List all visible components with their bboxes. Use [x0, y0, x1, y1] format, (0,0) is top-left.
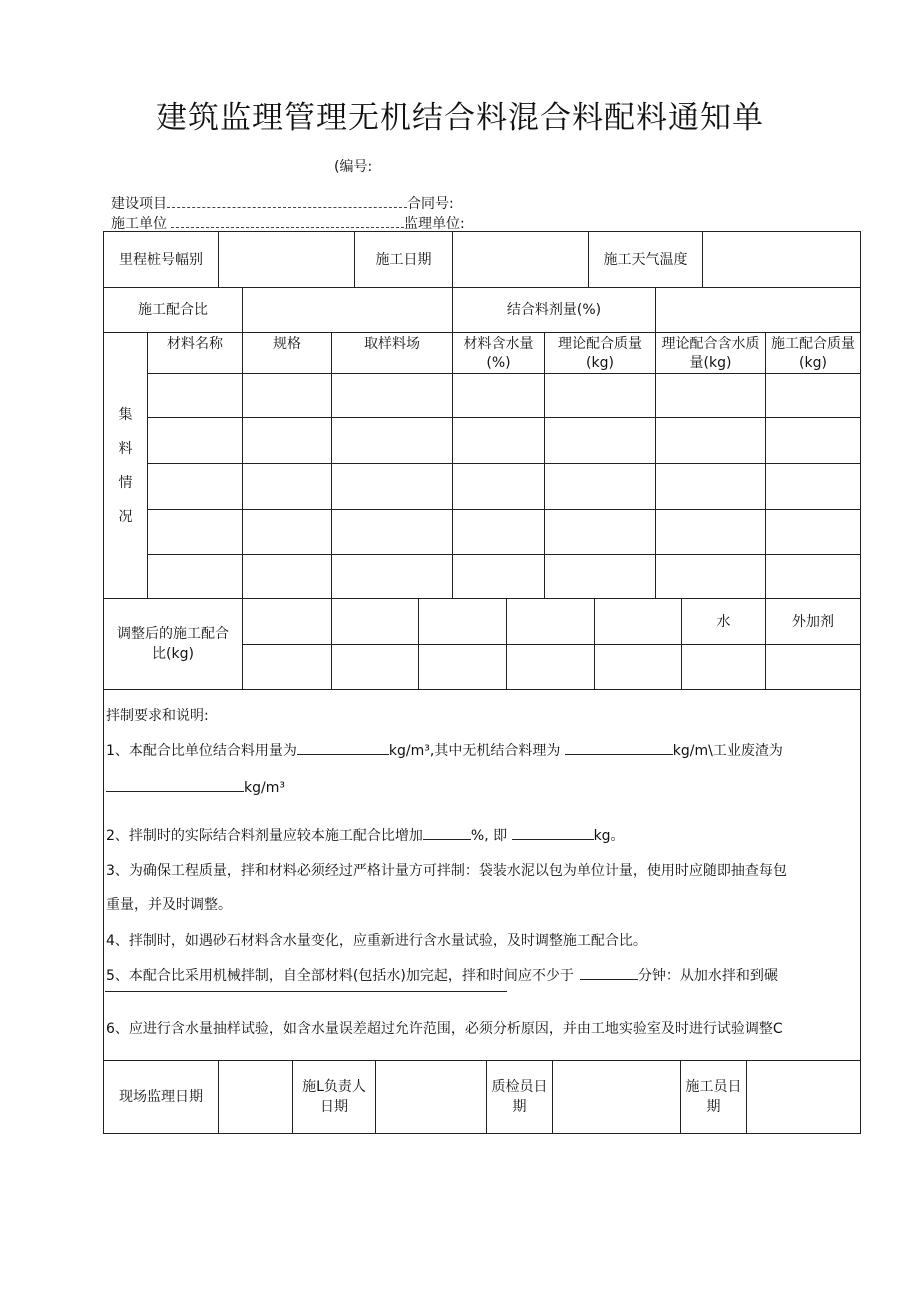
adjusted-cell[interactable] [681, 644, 766, 690]
column-header: 规格 [242, 332, 332, 374]
page-title: 建筑监理管理无机结合料混合料配料通知单 [156, 100, 764, 136]
aggregate-cell[interactable] [544, 554, 656, 599]
inorganic-field[interactable] [565, 740, 673, 755]
number-label: (编号: [334, 159, 373, 175]
aggregate-cell[interactable] [242, 554, 332, 599]
adjusted-cell[interactable] [331, 644, 419, 690]
inspector-label: 质检员日期 [486, 1060, 553, 1134]
column-header: 理论配合质量(kg) [544, 332, 656, 374]
aggregate-cell[interactable] [452, 509, 545, 555]
aggregate-cell[interactable] [242, 509, 332, 555]
column-header: 材料名称 [147, 332, 243, 374]
note-1-unit2: kg/m³ [244, 780, 285, 796]
note-2-unit: kg。 [593, 828, 625, 844]
aggregate-cell[interactable] [544, 417, 656, 464]
leader-field[interactable] [375, 1060, 487, 1134]
column-header: 材料含水量(%) [452, 332, 545, 374]
note-6: 6、应进行含水量抽样试验，如含水量误差超过允许范围，必须分析原因，并由工地实验室及时进行试验调整C [106, 1021, 783, 1037]
worker-field[interactable] [746, 1060, 861, 1134]
aggregate-cell[interactable] [765, 373, 861, 418]
site-supervisor-field[interactable] [218, 1060, 293, 1134]
binder-field[interactable] [655, 287, 861, 333]
date-label: 施工日期 [354, 231, 453, 288]
aggregate-cell[interactable] [147, 509, 243, 555]
adjusted-cell[interactable] [594, 644, 682, 690]
mix-time-field[interactable] [580, 965, 638, 980]
date-field[interactable] [452, 231, 589, 288]
weather-field[interactable] [702, 231, 861, 288]
aggregate-cell[interactable] [655, 373, 766, 418]
adjusted-cell[interactable] [765, 644, 861, 690]
note-5-text: 5、本配合比采用机械拌制，自全部材料(包括水)加完起，拌和时间应不少于 [106, 968, 574, 984]
adjusted-cell[interactable] [242, 598, 332, 645]
adjusted-cell[interactable] [331, 598, 419, 645]
note-3b: 重量，并及时调整。 [106, 897, 232, 913]
worker-label: 施工员日期 [680, 1060, 747, 1134]
aggregate-cell[interactable] [655, 417, 766, 464]
note-1-unit: kg/m³,其中无机结合料理为 [388, 743, 561, 759]
aggregate-cell[interactable] [147, 554, 243, 599]
project-label: 建设项目 [111, 196, 167, 212]
aggregate-cell[interactable] [147, 417, 243, 464]
builder-label: 施工单位 [111, 216, 167, 232]
aggregate-cell[interactable] [452, 554, 545, 599]
site-supervisor-label: 现场监理日期 [103, 1060, 219, 1134]
aggregate-cell[interactable] [147, 463, 243, 510]
adjusted-cell[interactable] [418, 598, 507, 645]
aggregate-cell[interactable] [242, 463, 332, 510]
aggregate-cell[interactable] [452, 463, 545, 510]
aggregate-cell[interactable] [331, 417, 453, 464]
note-1-slag: kg/m\工业废渣为 [672, 743, 783, 759]
aggregate-cell[interactable] [655, 509, 766, 555]
supervisor-label: 监理单位: [404, 216, 465, 232]
note-1 [106, 740, 783, 760]
note-5-end: 分钟：从加水拌和到碾 [637, 968, 778, 984]
weather-label: 施工天气温度 [588, 231, 703, 288]
aggregate-cell[interactable] [544, 373, 656, 418]
aggregate-cell[interactable] [655, 463, 766, 510]
aggregate-cell[interactable] [331, 463, 453, 510]
note-1-cont [106, 777, 285, 796]
project-line [111, 193, 454, 213]
adjusted-label: 调整后的施工配合比(kg) [103, 598, 243, 690]
increase-kg-field[interactable] [512, 825, 594, 840]
aggregate-cell[interactable] [242, 417, 332, 464]
binder-amount-field[interactable] [297, 740, 389, 755]
aggregate-cell[interactable] [765, 417, 861, 464]
adjusted-cell[interactable] [418, 644, 507, 690]
notes-heading: 拌制要求和说明: [106, 708, 209, 724]
side-char: 集 [118, 406, 133, 423]
aggregate-cell[interactable] [147, 373, 243, 418]
adjusted-cell[interactable] [242, 644, 332, 690]
aggregate-cell[interactable] [765, 463, 861, 510]
binder-label: 结合料剂量(%) [452, 287, 656, 333]
contract-label: 合同号: [407, 196, 454, 212]
note-2-mid: %, 即 [470, 828, 508, 844]
aggregate-cell[interactable] [544, 463, 656, 510]
aggregate-cell[interactable] [765, 554, 861, 599]
adjusted-cell[interactable] [594, 598, 682, 645]
column-header: 理论配合含水质量(kg) [655, 332, 766, 374]
note-2 [106, 825, 625, 845]
note-4: 4、拌制时，如遇砂石材料含水量变化，应重新进行含水量试验，及时调整施工配合比。 [106, 933, 647, 949]
ratio-label: 施工配合比 [103, 287, 243, 333]
aggregate-cell[interactable] [452, 417, 545, 464]
note-5-line [105, 991, 507, 992]
aggregate-side-text [119, 405, 133, 527]
side-char: 况 [118, 508, 133, 525]
water-label: 水 [681, 598, 766, 645]
aggregate-side-label [103, 332, 148, 599]
aggregate-cell[interactable] [655, 554, 766, 599]
increase-percent-field[interactable] [423, 825, 471, 840]
aggregate-cell[interactable] [242, 373, 332, 418]
adjusted-cell[interactable] [506, 644, 595, 690]
aggregate-cell[interactable] [544, 509, 656, 555]
column-header: 施工配合质量(kg) [765, 332, 861, 374]
ratio-field[interactable] [242, 287, 453, 333]
leader-label: 施L负责人日期 [292, 1060, 376, 1134]
side-char: 料 [118, 440, 133, 457]
side-char: 情 [118, 474, 133, 491]
note-5 [106, 965, 778, 985]
aggregate-cell[interactable] [765, 509, 861, 555]
note-1-text: 1、本配合比单位结合料用量为 [106, 743, 297, 759]
station-field[interactable] [218, 231, 355, 288]
aggregate-cell[interactable] [331, 554, 453, 599]
slag-field[interactable] [106, 777, 244, 792]
aggregate-cell[interactable] [452, 373, 545, 418]
column-header: 取样料场 [331, 332, 453, 374]
project-field[interactable] [167, 199, 407, 208]
additive-label: 外加剂 [765, 598, 861, 645]
adjusted-cell[interactable] [506, 598, 595, 645]
builder-line [111, 213, 465, 233]
note-2-text: 2、拌制时的实际结合料剂量应较本施工配合比增加 [106, 828, 423, 844]
aggregate-cell[interactable] [331, 373, 453, 418]
station-label: 里程桩号幅别 [103, 231, 219, 288]
aggregate-cell[interactable] [331, 509, 453, 555]
note-3a: 3、为确保工程质量，拌和材料必须经过严格计量方可拌制：袋装水泥以包为单位计量，使用时应随即抽查每包 [106, 863, 787, 879]
builder-field[interactable] [171, 219, 404, 228]
inspector-field[interactable] [552, 1060, 681, 1134]
